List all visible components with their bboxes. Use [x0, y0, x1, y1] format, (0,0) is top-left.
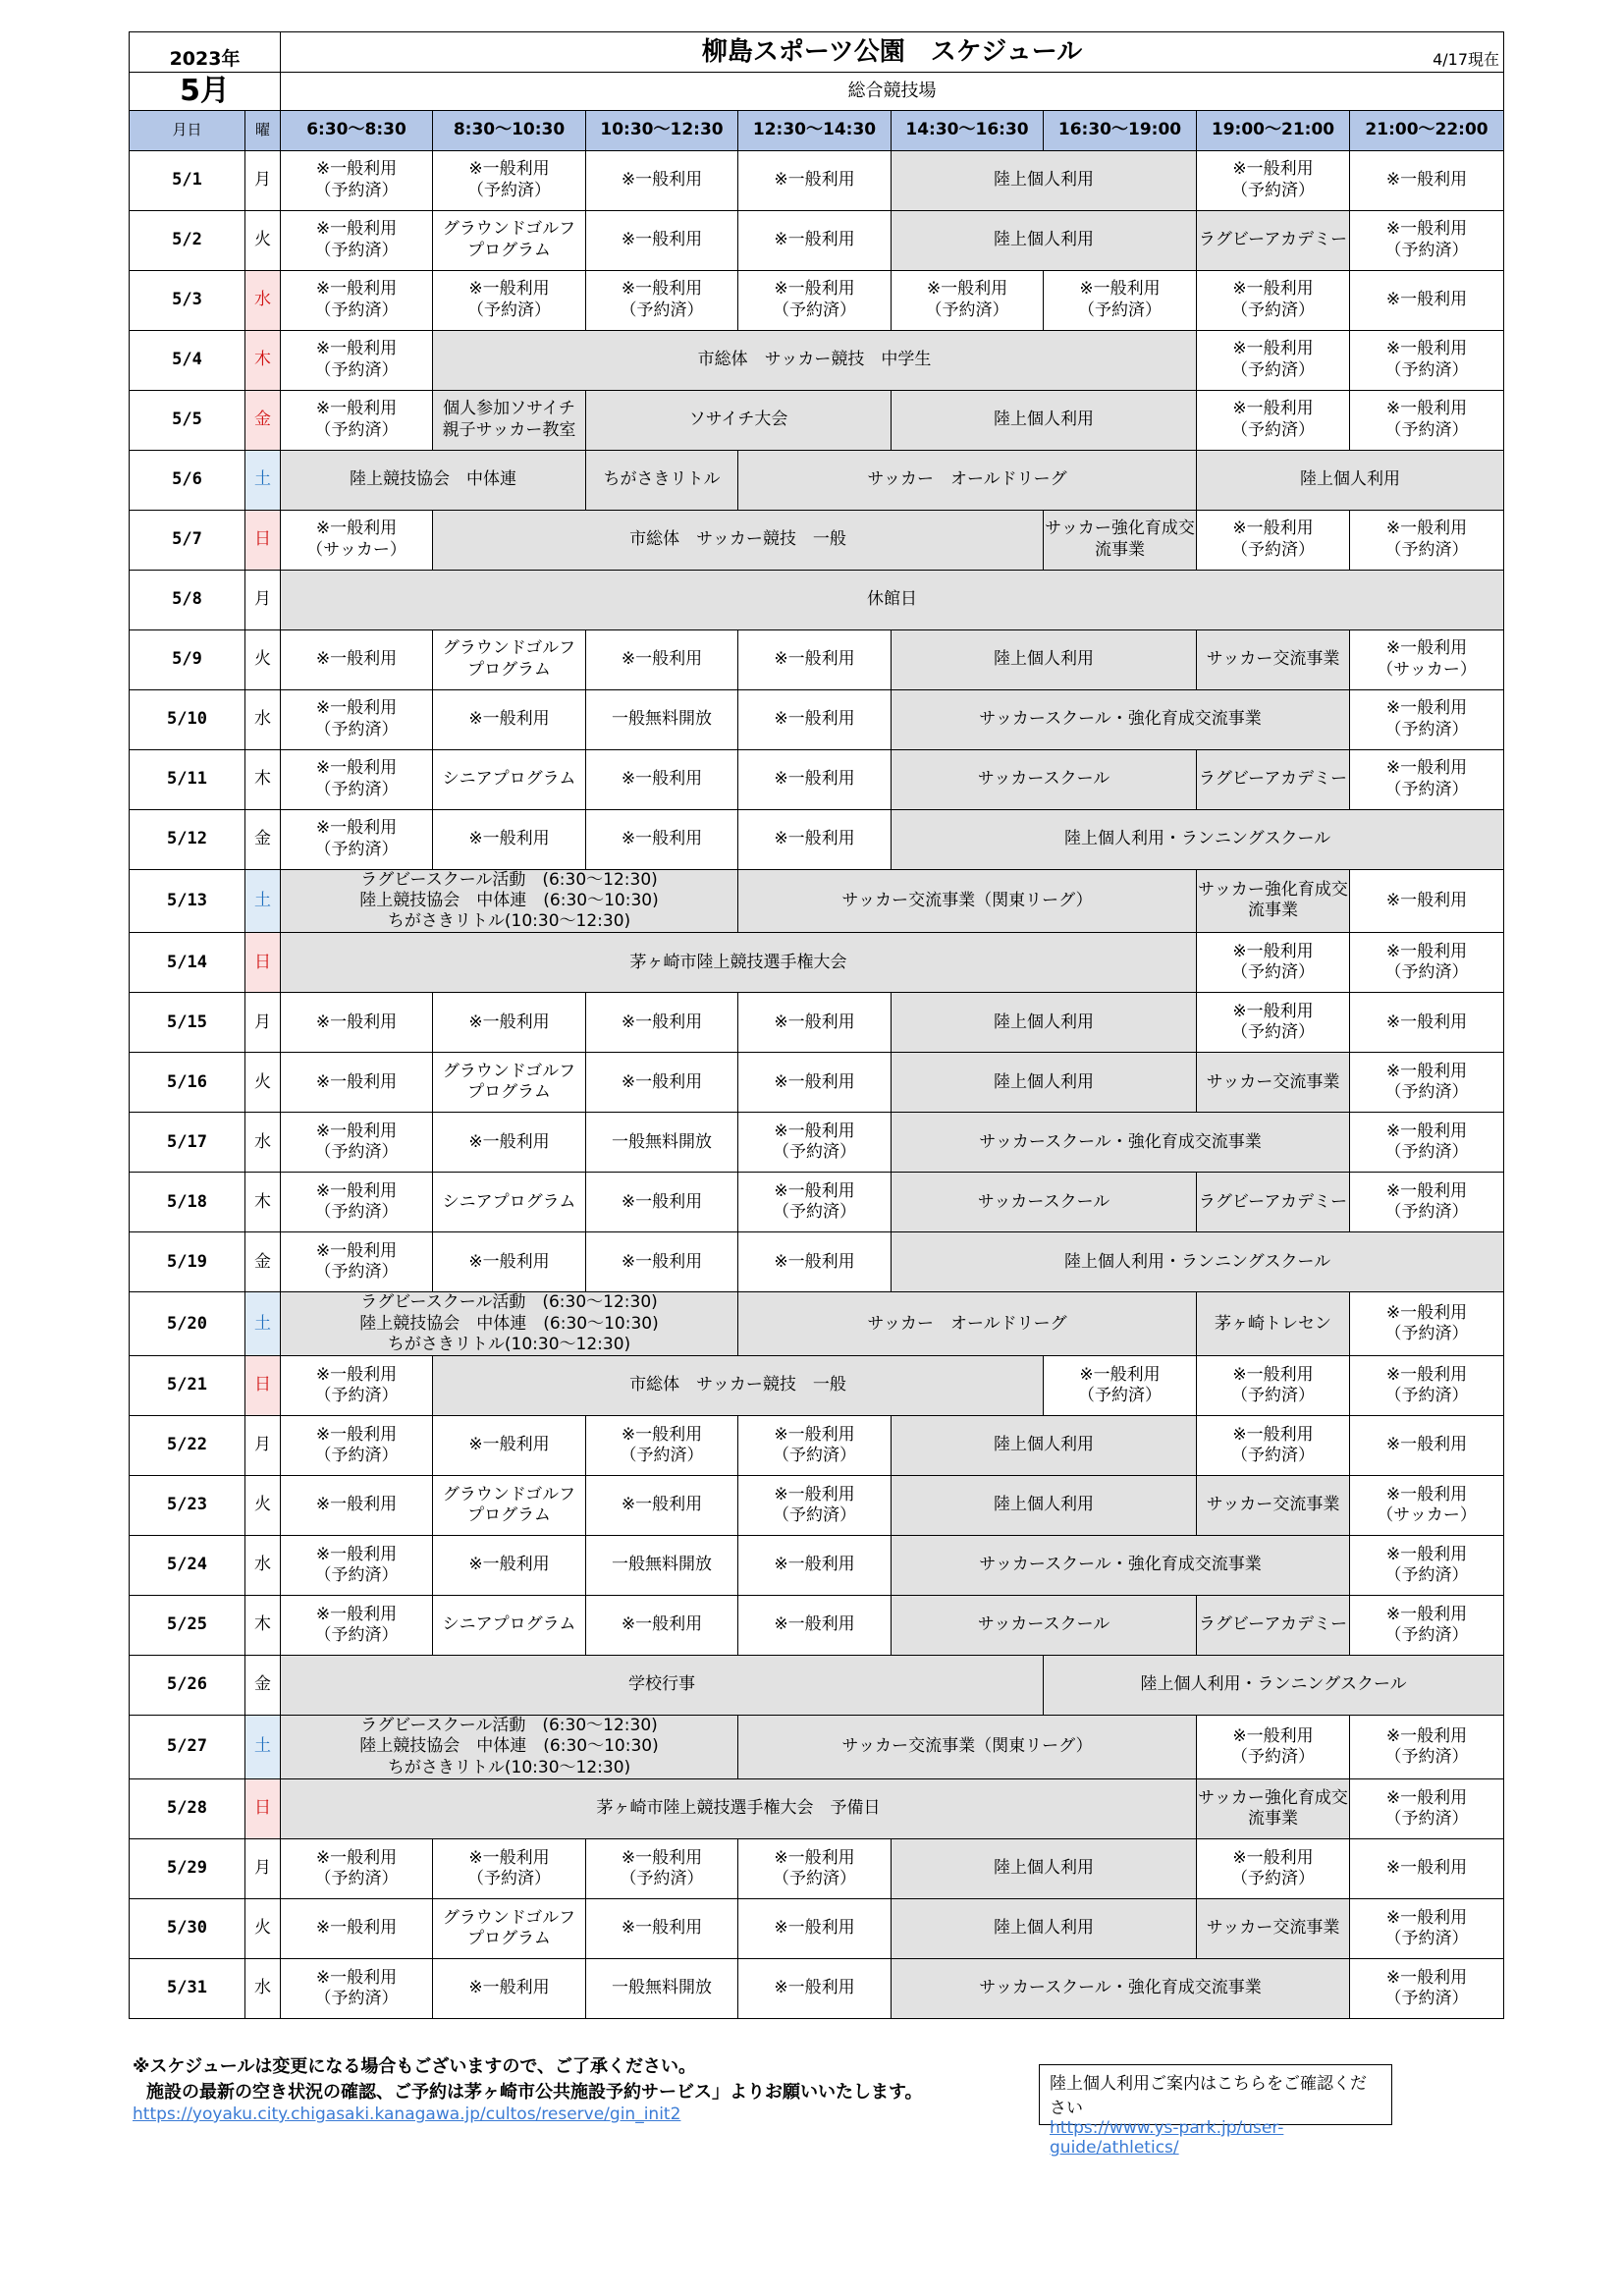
weekday-cell: 火 [245, 1476, 281, 1536]
schedule-cell: ※一般利用 （予約済） [1350, 1292, 1504, 1356]
schedule-cell: ※一般利用 [433, 993, 586, 1053]
schedule-cell: 一般無料開放 [586, 1536, 738, 1596]
col-slot-header: 21:00～22:00 [1350, 110, 1504, 150]
date-cell: 5/21 [130, 1356, 245, 1416]
schedule-cell: ※一般利用 （予約済） [1197, 1356, 1350, 1416]
schedule-cell: サッカー強化育成交流事業 [1197, 869, 1350, 933]
schedule-cell: ※一般利用 （予約済） [738, 1838, 892, 1898]
table-row [130, 1173, 1504, 1232]
table-row [130, 570, 1504, 629]
schedule-cell: ※一般利用 [586, 150, 738, 210]
table-row [130, 1113, 1504, 1173]
schedule-cell: 茅ヶ崎市陸上競技選手権大会 予備日 [281, 1778, 1197, 1838]
schedule-cell: 陸上個人利用 [1197, 450, 1504, 510]
schedule-cell: ※一般利用 [586, 993, 738, 1053]
date-cell: 5/17 [130, 1113, 245, 1173]
schedule-cell: 陸上個人利用 [892, 1898, 1197, 1958]
date-cell: 5/14 [130, 933, 245, 993]
weekday-cell: 土 [245, 1292, 281, 1356]
schedule-cell: ※一般利用 （予約済） [1197, 1838, 1350, 1898]
date-cell: 5/23 [130, 1476, 245, 1536]
footer-note-2: 施設の最新の空き状況の確認、ご予約は茅ヶ崎市公共施設予約サービス」よりお願いいたします。 [146, 2082, 923, 2103]
schedule-cell: サッカースクール・強化育成交流事業 [892, 1113, 1350, 1173]
schedule-cell: ※一般利用 （予約済） [1044, 270, 1197, 330]
weekday-cell: 日 [245, 1356, 281, 1416]
footer-notes [133, 2052, 923, 2124]
schedule-cell: ラグビーアカデミー [1197, 210, 1350, 270]
schedule-cell: サッカー交流事業 [1197, 1898, 1350, 1958]
schedule-cell: ※一般利用 [1350, 993, 1504, 1053]
schedule-cell: 陸上個人利用 [892, 1053, 1197, 1113]
schedule-cell: ※一般利用 （予約済） [281, 1232, 433, 1292]
schedule-cell: サッカー交流事業（関東リーグ） [738, 1716, 1197, 1779]
table-row [130, 749, 1504, 809]
schedule-cell: ソサイチ大会 [586, 390, 892, 450]
schedule-cell: ※一般利用 [1350, 869, 1504, 933]
date-cell: 5/29 [130, 1838, 245, 1898]
schedule-cell: 一般無料開放 [586, 689, 738, 749]
schedule-cell: ※一般利用 （予約済） [433, 270, 586, 330]
schedule-cell: ※一般利用 [738, 809, 892, 869]
table-row [130, 689, 1504, 749]
schedule-cell: ※一般利用 （予約済） [1350, 1716, 1504, 1779]
schedule-cell: ※一般利用 （予約済） [1197, 390, 1350, 450]
schedule-cell: ※一般利用 （予約済） [1044, 1356, 1197, 1416]
schedule-cell: 茅ヶ崎トレセン [1197, 1292, 1350, 1356]
schedule-cell: ※一般利用 （予約済） [281, 1958, 433, 2018]
schedule-table [129, 31, 1504, 2019]
schedule-cell: ※一般利用 （予約済） [281, 1416, 433, 1476]
table-row [130, 1536, 1504, 1596]
schedule-cell: ※一般利用 [738, 1596, 892, 1656]
schedule-cell: ※一般利用 [738, 993, 892, 1053]
weekday-cell: 水 [245, 689, 281, 749]
weekday-cell: 水 [245, 1113, 281, 1173]
schedule-cell: ※一般利用 （予約済） [1350, 390, 1504, 450]
col-weekday-header: 曜 [245, 110, 281, 150]
schedule-cell: ※一般利用 （予約済） [738, 1113, 892, 1173]
schedule-cell: ※一般利用 [1350, 1838, 1504, 1898]
date-cell: 5/15 [130, 993, 245, 1053]
column-header-row [130, 110, 1504, 150]
schedule-cell: ※一般利用 （予約済） [281, 270, 433, 330]
schedule-cell: ※一般利用 [586, 629, 738, 689]
date-cell: 5/8 [130, 570, 245, 629]
schedule-cell: ※一般利用 [433, 689, 586, 749]
schedule-cell: ※一般利用 （予約済） [281, 1838, 433, 1898]
schedule-cell: ※一般利用 （予約済） [738, 1476, 892, 1536]
weekday-cell: 土 [245, 450, 281, 510]
schedule-cell: ※一般利用 [433, 809, 586, 869]
schedule-cell: ※一般利用 （予約済） [1350, 1778, 1504, 1838]
schedule-cell: ※一般利用 [586, 1232, 738, 1292]
schedule-cell: ※一般利用 （予約済） [281, 1113, 433, 1173]
table-row [130, 1476, 1504, 1536]
schedule-cell: ※一般利用 （予約済） [1350, 1898, 1504, 1958]
weekday-cell: 火 [245, 210, 281, 270]
schedule-cell: ※一般利用 （予約済） [433, 1838, 586, 1898]
table-row [130, 330, 1504, 390]
schedule-cell: 陸上個人利用 [892, 1416, 1197, 1476]
date-cell: 5/7 [130, 510, 245, 570]
schedule-cell: 学校行事 [281, 1656, 1044, 1716]
schedule-cell: ※一般利用 [1350, 1416, 1504, 1476]
weekday-cell: 土 [245, 869, 281, 933]
weekday-cell: 金 [245, 809, 281, 869]
schedule-cell: ラグビースクール活動 (6:30～12:30) 陸上競技協会 中体連 (6:30～10:30) ちがさきリトル(10:30～12:30) [281, 1292, 738, 1356]
table-row [130, 1053, 1504, 1113]
date-cell: 5/27 [130, 1716, 245, 1779]
schedule-cell: 一般無料開放 [586, 1113, 738, 1173]
page-title [281, 32, 1504, 73]
schedule-cell: ※一般利用 （予約済） [1350, 330, 1504, 390]
table-row [130, 1356, 1504, 1416]
title-text: 柳島スポーツ公園 スケジュール [701, 36, 1083, 67]
schedule-cell: ※一般利用 [281, 993, 433, 1053]
schedule-cell: ※一般利用 [738, 629, 892, 689]
schedule-cell: ※一般利用 [586, 210, 738, 270]
schedule-cell: サッカースクール・強化育成交流事業 [892, 689, 1350, 749]
schedule-cell: ※一般利用 （予約済） [1350, 1958, 1504, 2018]
table-row [130, 210, 1504, 270]
weekday-cell: 木 [245, 1173, 281, 1232]
col-slot-header: 19:00～21:00 [1197, 110, 1350, 150]
schedule-cell: ※一般利用 [1350, 270, 1504, 330]
schedule-cell: ※一般利用 （予約済） [738, 270, 892, 330]
schedule-cell: ※一般利用 （予約済） [1350, 1173, 1504, 1232]
schedule-cell: ※一般利用 （予約済） [1350, 933, 1504, 993]
schedule-cell: ※一般利用 （予約済） [281, 1536, 433, 1596]
schedule-cell: ※一般利用 [586, 1053, 738, 1113]
date-cell: 5/18 [130, 1173, 245, 1232]
date-cell: 5/4 [130, 330, 245, 390]
table-row [130, 1232, 1504, 1292]
schedule-cell: ※一般利用 [433, 1416, 586, 1476]
schedule-cell: ※一般利用 （予約済） [1197, 993, 1350, 1053]
schedule-cell: 個人参加ソサイチ 親子サッカー教室 [433, 390, 586, 450]
schedule-cell: ちがさきリトル [586, 450, 738, 510]
athletics-info-box [1039, 2064, 1392, 2158]
weekday-cell: 日 [245, 510, 281, 570]
schedule-cell: 陸上個人利用 [892, 1476, 1197, 1536]
date-cell: 5/10 [130, 689, 245, 749]
schedule-cell: ※一般利用 （予約済） [1197, 150, 1350, 210]
schedule-cell: グラウンドゴルフ プログラム [433, 1898, 586, 1958]
year-label: 2023年 [130, 32, 281, 73]
col-slot-header: 12:30～14:30 [738, 110, 892, 150]
schedule-cell: ※一般利用 （予約済） [1350, 1356, 1504, 1416]
schedule-cell: ※一般利用 （予約済） [281, 689, 433, 749]
date-cell: 5/9 [130, 629, 245, 689]
date-cell: 5/31 [130, 1958, 245, 2018]
schedule-cell: 陸上個人利用・ランニングスクール [892, 1232, 1504, 1292]
schedule-cell: ※一般利用 （予約済） [738, 1173, 892, 1232]
date-cell: 5/16 [130, 1053, 245, 1113]
schedule-cell: ※一般利用 [433, 1232, 586, 1292]
schedule-cell: ※一般利用 [281, 1476, 433, 1536]
venue-name: 総合競技場 [281, 73, 1504, 111]
weekday-cell: 木 [245, 749, 281, 809]
weekday-cell: 月 [245, 150, 281, 210]
table-row [130, 1656, 1504, 1716]
schedule-cell: ※一般利用 （予約済） [281, 1596, 433, 1656]
table-row [130, 993, 1504, 1053]
schedule-cell: 陸上個人利用 [892, 993, 1197, 1053]
weekday-cell: 日 [245, 933, 281, 993]
schedule-cell: 休館日 [281, 570, 1504, 629]
table-row [130, 809, 1504, 869]
schedule-cell: ※一般利用 （予約済） [281, 1173, 433, 1232]
date-cell: 5/3 [130, 270, 245, 330]
schedule-cell: 陸上個人利用 [892, 1838, 1197, 1898]
info-text: 陸上個人利用ご案内はこちらをご確認ください [1050, 2074, 1367, 2118]
schedule-cell: 陸上個人利用 [892, 150, 1197, 210]
schedule-cell: ※一般利用 （予約済） [1350, 210, 1504, 270]
weekday-cell: 月 [245, 1416, 281, 1476]
schedule-cell: ※一般利用 （予約済） [1350, 1596, 1504, 1656]
as-of-date: 4/17現在 [1433, 50, 1500, 69]
schedule-cell: ※一般利用 （予約済） [1350, 1536, 1504, 1596]
table-row [130, 390, 1504, 450]
schedule-cell: ※一般利用 （予約済） [433, 150, 586, 210]
schedule-cell: ※一般利用 （予約済） [1350, 1053, 1504, 1113]
schedule-cell: ※一般利用 （予約済） [281, 809, 433, 869]
schedule-cell: 市総体 サッカー競技 一般 [433, 1356, 1044, 1416]
schedule-cell: 陸上個人利用・ランニングスクール [892, 809, 1504, 869]
col-date-header: 月日 [130, 110, 245, 150]
footer-note-1: ※スケジュールは変更になる場合もございますので、ご了承ください。 [133, 2056, 697, 2077]
schedule-cell: サッカー交流事業 [1197, 1053, 1350, 1113]
schedule-cell: ※一般利用 （予約済） [1350, 749, 1504, 809]
schedule-cell: グラウンドゴルフ プログラム [433, 1053, 586, 1113]
date-cell: 5/5 [130, 390, 245, 450]
schedule-cell: サッカー交流事業 [1197, 1476, 1350, 1536]
schedule-cell: サッカー交流事業 [1197, 629, 1350, 689]
table-row [130, 450, 1504, 510]
schedule-cell: サッカースクール・強化育成交流事業 [892, 1958, 1350, 2018]
date-cell: 5/11 [130, 749, 245, 809]
schedule-cell: ラグビースクール活動 (6:30～12:30) 陸上競技協会 中体連 (6:30～10:30) ちがさきリトル(10:30～12:30) [281, 1716, 738, 1779]
table-row [130, 510, 1504, 570]
schedule-cell: ※一般利用 [586, 1898, 738, 1958]
schedule-cell: サッカースクール [892, 1596, 1197, 1656]
schedule-cell: ※一般利用 [433, 1113, 586, 1173]
date-cell: 5/22 [130, 1416, 245, 1476]
schedule-cell: ※一般利用 （予約済） [281, 749, 433, 809]
schedule-cell: シニアプログラム [433, 1596, 586, 1656]
weekday-cell: 土 [245, 1716, 281, 1779]
schedule-cell: サッカースクール [892, 749, 1197, 809]
schedule-cell: 陸上個人利用 [892, 629, 1197, 689]
col-slot-header: 14:30～16:30 [892, 110, 1044, 150]
table-row [130, 1292, 1504, 1356]
col-slot-header: 8:30～10:30 [433, 110, 586, 150]
date-cell: 5/28 [130, 1778, 245, 1838]
schedule-cell: 茅ヶ崎市陸上競技選手権大会 [281, 933, 1197, 993]
schedule-cell: ※一般利用 （予約済） [281, 150, 433, 210]
schedule-cell: ※一般利用 （予約済） [281, 390, 433, 450]
weekday-cell: 金 [245, 1232, 281, 1292]
date-cell: 5/25 [130, 1596, 245, 1656]
schedule-cell: ※一般利用 [738, 749, 892, 809]
table-row [130, 629, 1504, 689]
weekday-cell: 水 [245, 270, 281, 330]
schedule-cell: ※一般利用 （予約済） [281, 210, 433, 270]
table-row [130, 1898, 1504, 1958]
schedule-cell: ※一般利用 （サッカー） [281, 510, 433, 570]
date-cell: 5/12 [130, 809, 245, 869]
schedule-cell: 陸上個人利用 [892, 390, 1197, 450]
athletics-guide-link[interactable]: https://www.ys-park.jp/user-guide/athletics/ [1050, 2118, 1284, 2158]
date-cell: 5/13 [130, 869, 245, 933]
schedule-cell: サッカー オールドリーグ [738, 450, 1197, 510]
schedule-cell: ※一般利用 （サッカー） [1350, 629, 1504, 689]
schedule-cell: 市総体 サッカー競技 中学生 [433, 330, 1197, 390]
schedule-cell: ※一般利用 [738, 1232, 892, 1292]
schedule-sheet [129, 31, 1503, 2019]
weekday-cell: 木 [245, 330, 281, 390]
schedule-cell: ※一般利用 [586, 1596, 738, 1656]
schedule-cell: シニアプログラム [433, 749, 586, 809]
schedule-cell: 一般無料開放 [586, 1958, 738, 2018]
date-cell: 5/19 [130, 1232, 245, 1292]
schedule-cell: ※一般利用 （予約済） [1197, 510, 1350, 570]
date-cell: 5/20 [130, 1292, 245, 1356]
weekday-cell: 月 [245, 1838, 281, 1898]
schedule-cell: 陸上競技協会 中体連 [281, 450, 586, 510]
schedule-cell: 市総体 サッカー競技 一般 [433, 510, 1044, 570]
reservation-link[interactable]: https://yoyaku.city.chigasaki.kanagawa.jp/cultos/reserve/gin_init2 [133, 2105, 681, 2124]
col-slot-header: 16:30～19:00 [1044, 110, 1197, 150]
schedule-cell: ※一般利用 [586, 809, 738, 869]
weekday-cell: 火 [245, 629, 281, 689]
table-row [130, 1716, 1504, 1779]
schedule-cell: ラグビーアカデミー [1197, 1173, 1350, 1232]
weekday-cell: 金 [245, 390, 281, 450]
weekday-cell: 金 [245, 1656, 281, 1716]
month-label: 5月 [130, 73, 281, 111]
table-row [130, 869, 1504, 933]
schedule-cell: ※一般利用 （予約済） [1350, 510, 1504, 570]
schedule-cell: サッカー強化育成交流事業 [1197, 1778, 1350, 1838]
schedule-cell: ※一般利用 （予約済） [586, 270, 738, 330]
schedule-cell: サッカースクール [892, 1173, 1197, 1232]
schedule-cell: グラウンドゴルフ プログラム [433, 210, 586, 270]
schedule-cell: シニアプログラム [433, 1173, 586, 1232]
date-cell: 5/30 [130, 1898, 245, 1958]
schedule-cell: ※一般利用 [586, 1173, 738, 1232]
schedule-cell: ※一般利用 （予約済） [586, 1838, 738, 1898]
schedule-cell: ※一般利用 （予約済） [1350, 689, 1504, 749]
table-row [130, 270, 1504, 330]
date-cell: 5/26 [130, 1656, 245, 1716]
col-slot-header: 6:30～8:30 [281, 110, 433, 150]
schedule-cell: ※一般利用 [586, 749, 738, 809]
date-cell: 5/2 [130, 210, 245, 270]
table-row [130, 1416, 1504, 1476]
weekday-cell: 火 [245, 1053, 281, 1113]
schedule-cell: ※一般利用 （予約済） [281, 330, 433, 390]
schedule-cell: ※一般利用 （予約済） [1197, 1716, 1350, 1779]
schedule-cell: ラグビーアカデミー [1197, 1596, 1350, 1656]
schedule-cell: ※一般利用 [433, 1958, 586, 2018]
table-row [130, 1838, 1504, 1898]
table-row [130, 1778, 1504, 1838]
schedule-cell: グラウンドゴルフ プログラム [433, 1476, 586, 1536]
schedule-cell: サッカー オールドリーグ [738, 1292, 1197, 1356]
table-row [130, 150, 1504, 210]
date-cell: 5/6 [130, 450, 245, 510]
weekday-cell: 火 [245, 1898, 281, 1958]
schedule-cell: ※一般利用 （予約済） [892, 270, 1044, 330]
schedule-cell: ※一般利用 [738, 1053, 892, 1113]
schedule-cell: 陸上個人利用 [892, 210, 1197, 270]
schedule-cell: ※一般利用 [738, 150, 892, 210]
date-cell: 5/24 [130, 1536, 245, 1596]
schedule-cell: サッカースクール・強化育成交流事業 [892, 1536, 1350, 1596]
schedule-cell: ※一般利用 [281, 1898, 433, 1958]
weekday-cell: 水 [245, 1958, 281, 2018]
weekday-cell: 水 [245, 1536, 281, 1596]
schedule-cell: ※一般利用 （予約済） [586, 1416, 738, 1476]
schedule-cell: ※一般利用 （予約済） [1197, 330, 1350, 390]
table-row [130, 1596, 1504, 1656]
schedule-cell: ※一般利用 [738, 210, 892, 270]
weekday-cell: 月 [245, 993, 281, 1053]
schedule-cell: サッカー強化育成交流事業 [1044, 510, 1197, 570]
schedule-cell: ※一般利用 [281, 629, 433, 689]
schedule-cell: ※一般利用 [1350, 150, 1504, 210]
col-slot-header: 10:30～12:30 [586, 110, 738, 150]
schedule-cell: ※一般利用 （予約済） [738, 1416, 892, 1476]
schedule-cell: 陸上個人利用・ランニングスクール [1044, 1656, 1504, 1716]
schedule-cell: サッカー交流事業（関東リーグ） [738, 869, 1197, 933]
table-row [130, 933, 1504, 993]
weekday-cell: 月 [245, 570, 281, 629]
schedule-cell: ※一般利用 [738, 689, 892, 749]
schedule-cell: ※一般利用 [281, 1053, 433, 1113]
schedule-cell: ※一般利用 [738, 1536, 892, 1596]
table-row [130, 1958, 1504, 2018]
schedule-cell: ※一般利用 （予約済） [1350, 1113, 1504, 1173]
schedule-cell: ※一般利用 [738, 1958, 892, 2018]
schedule-cell: ※一般利用 （予約済） [1197, 270, 1350, 330]
schedule-cell: ラグビースクール活動 (6:30～12:30) 陸上競技協会 中体連 (6:30～10:30) ちがさきリトル(10:30～12:30) [281, 869, 738, 933]
schedule-cell: ※一般利用 [586, 1476, 738, 1536]
schedule-cell: ※一般利用 （予約済） [281, 1356, 433, 1416]
schedule-cell: ※一般利用 [738, 1898, 892, 1958]
date-cell: 5/1 [130, 150, 245, 210]
weekday-cell: 日 [245, 1778, 281, 1838]
schedule-cell: ※一般利用 （予約済） [1197, 1416, 1350, 1476]
weekday-cell: 木 [245, 1596, 281, 1656]
schedule-cell: ※一般利用 （サッカー） [1350, 1476, 1504, 1536]
schedule-cell: ※一般利用 [433, 1536, 586, 1596]
schedule-cell: ※一般利用 （予約済） [1197, 933, 1350, 993]
schedule-cell: ラグビーアカデミー [1197, 749, 1350, 809]
schedule-cell: グラウンドゴルフ プログラム [433, 629, 586, 689]
